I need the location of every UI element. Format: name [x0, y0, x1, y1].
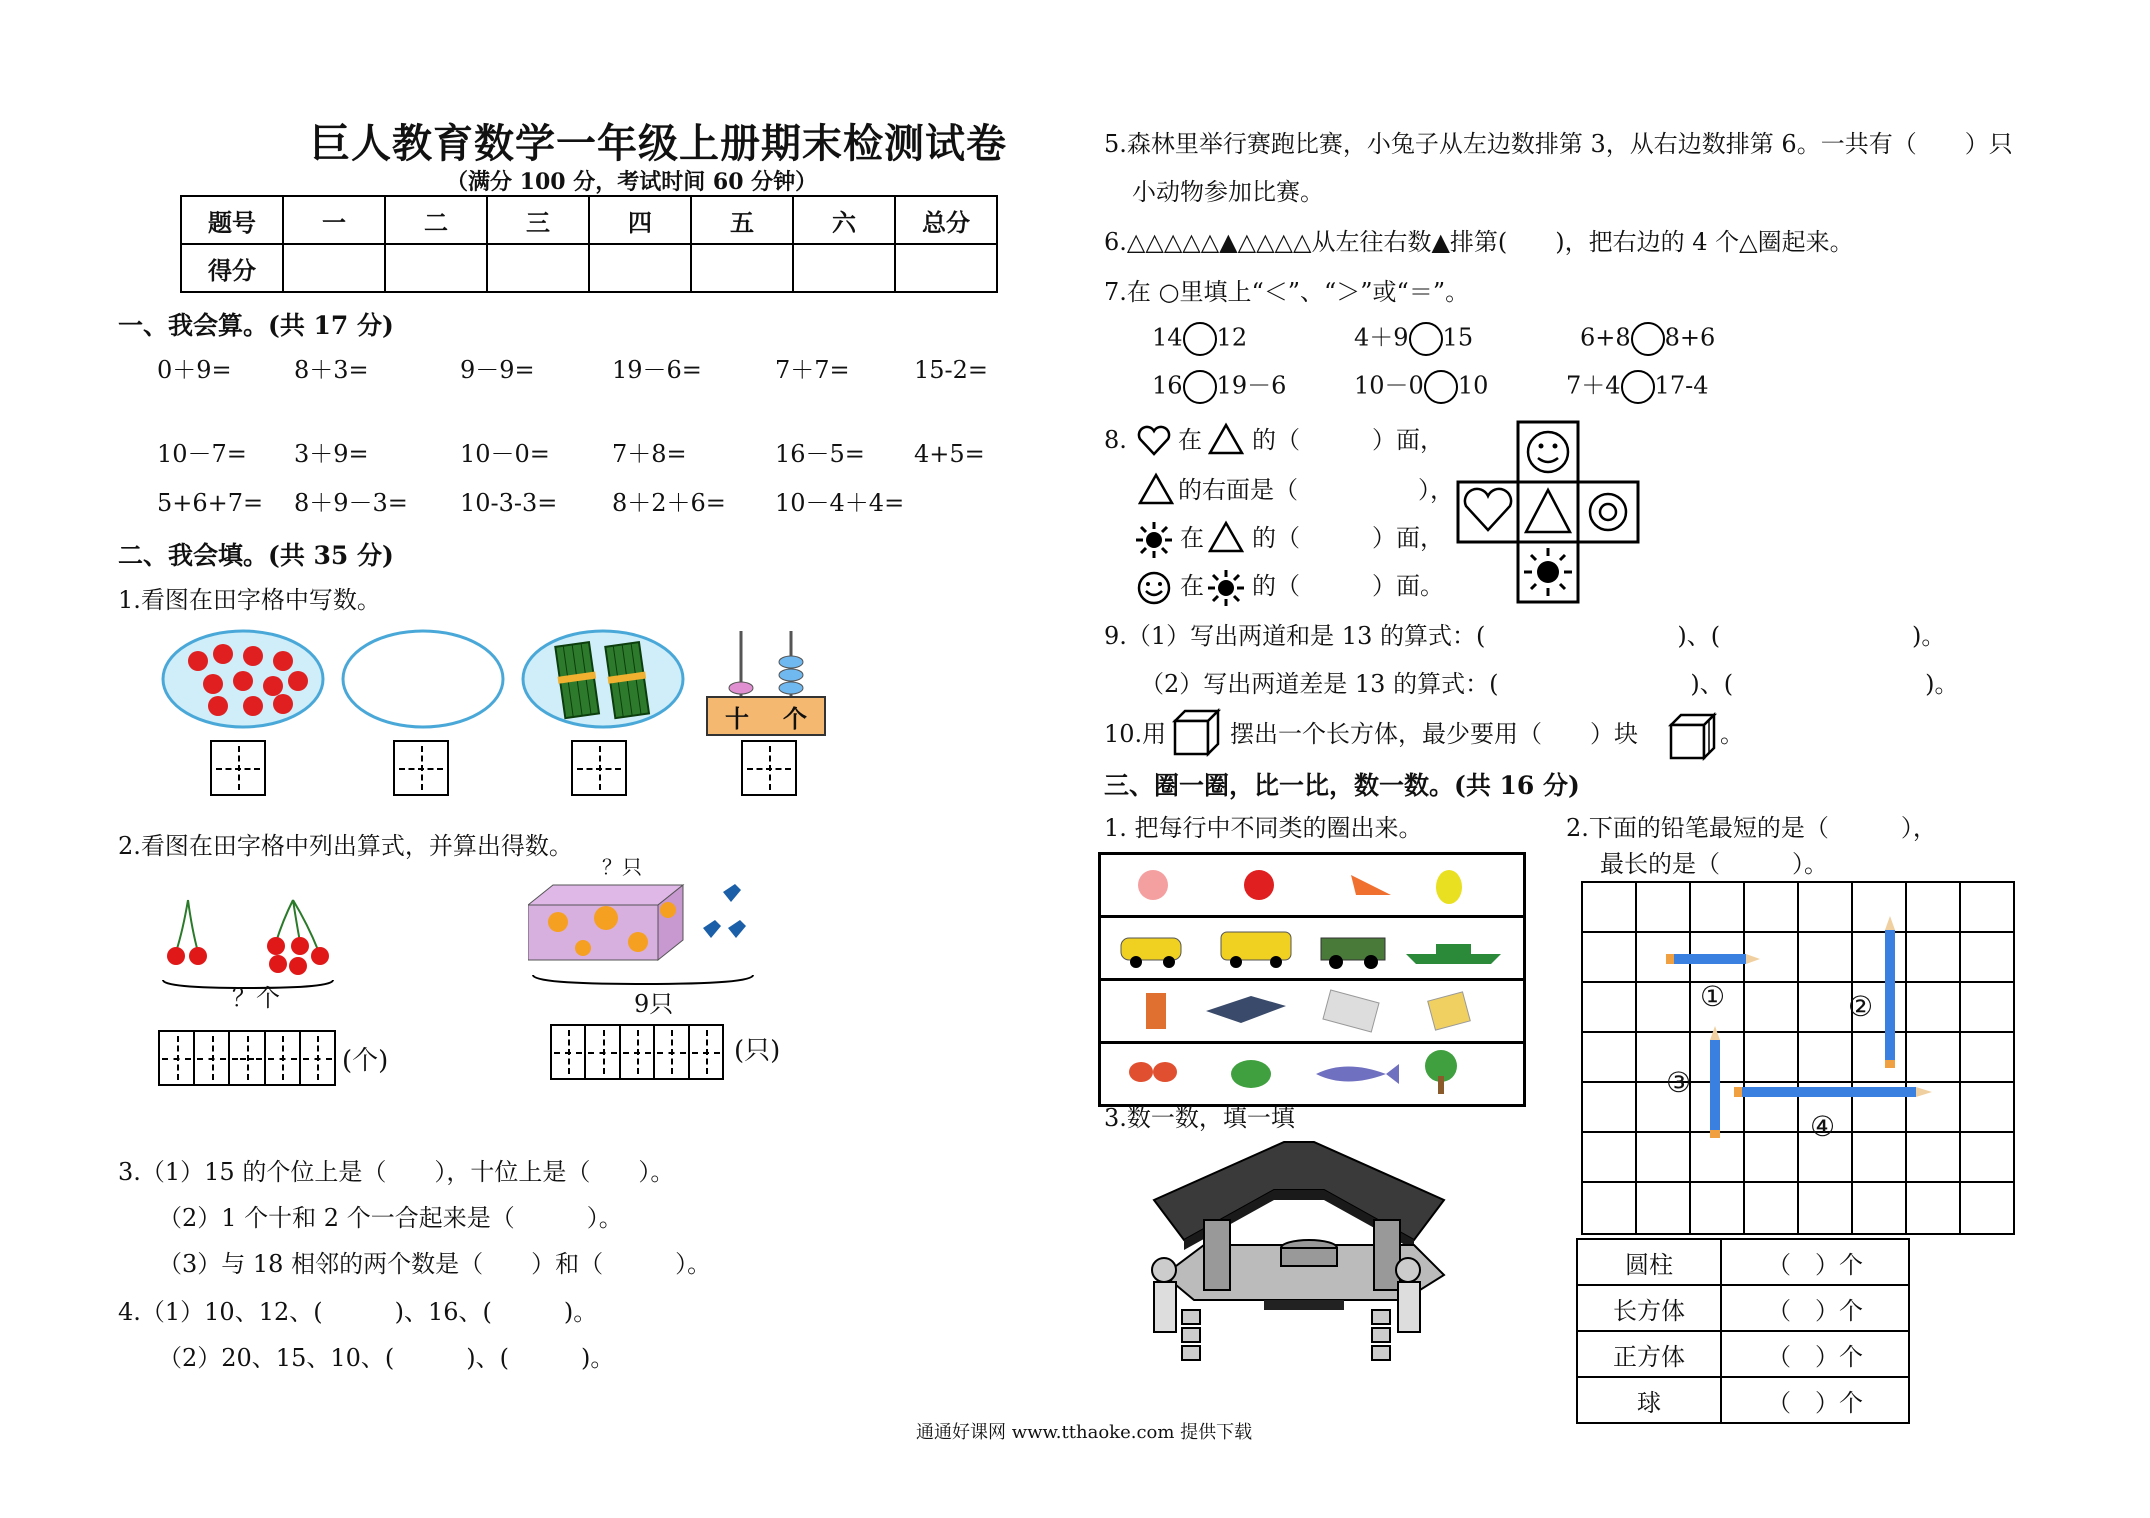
s3-q2-line: 2.下面的铅笔最短的是（ ）， [1566, 814, 1937, 842]
q10-text: 10.用 [1104, 720, 1167, 748]
pear-icon [1436, 870, 1462, 904]
shape-blank[interactable]: （ ）个 [1721, 1331, 1909, 1377]
q10-text: 摆出一个长方体，最少要用（ ）块 [1230, 720, 1638, 748]
vehicle-row [1101, 918, 1521, 974]
score-header-cell: 五 [691, 196, 793, 244]
tian-grid[interactable] [741, 740, 797, 796]
cube-question-label: ？只 [602, 855, 642, 879]
section3-heading: 三、圈一圈，比一比，数一数。(共 16 分) [1104, 771, 1580, 800]
tian-grid[interactable] [393, 740, 449, 796]
score-blank-cell[interactable] [283, 244, 385, 292]
q4-line: 4.（1）10、12、( )、16、( )。 [118, 1298, 598, 1326]
score-blank-cell[interactable] [793, 244, 895, 292]
sun-icon [1206, 568, 1246, 608]
triangle-icon [1208, 422, 1244, 456]
calc-item: 8＋2＋6= [612, 489, 726, 517]
compare-item [1152, 370, 1286, 404]
compare-left: 7＋4 [1566, 371, 1621, 400]
tian-grid[interactable] [571, 740, 627, 796]
pencil-4 [1734, 1087, 1932, 1097]
page-subtitle: （满分 100 分，考试时间 60 分钟） [446, 169, 818, 195]
q3-line: （2）1 个十和 2 个一合起来是（ ）。 [158, 1204, 623, 1232]
section2-heading: 二、我会填。(共 35 分) [118, 541, 394, 570]
cube-unit: (只) [734, 1036, 781, 1066]
shape-name: 正方体 [1577, 1331, 1721, 1377]
calc-item: 5+6+7= [157, 489, 264, 517]
pencil-label-1: ① [1700, 980, 1726, 1013]
shape-name: 球 [1577, 1377, 1721, 1423]
compare-circle[interactable] [1621, 370, 1655, 404]
compare-left: 6+8 [1580, 323, 1631, 352]
calc-item: 10-3-3= [460, 489, 558, 517]
calc-item: 3＋9= [294, 440, 369, 468]
carrot-icon [1351, 875, 1391, 895]
pencil-box-icon [1323, 990, 1379, 1032]
bundled-sticks-image [518, 626, 688, 732]
compare-right: 15 [1442, 323, 1474, 352]
abacus-image [706, 626, 826, 736]
s3-q1-text: 1. 把每行中不同类的圈出来。 [1104, 814, 1423, 842]
pencil-grid [1580, 880, 2018, 1238]
s3-q2-line: 最长的是（ ）。 [1600, 850, 1828, 878]
shape-blank[interactable]: （ ）个 [1721, 1239, 1909, 1285]
compare-circle[interactable] [1631, 322, 1665, 356]
page-title: 巨人教育数学一年级上册期末检测试卷 [310, 120, 1007, 167]
compare-left: 10－0 [1354, 371, 1424, 400]
shape-cross-diagram [1456, 420, 1656, 604]
pencil-2 [1885, 916, 1895, 1068]
score-blank-cell[interactable] [589, 244, 691, 292]
q3-line: 3.（1）15 的个位上是（ ），十位上是（ ）。 [118, 1158, 675, 1186]
calc-item: 15-2= [914, 356, 989, 384]
sun-icon [1134, 520, 1174, 560]
pencil-label-2: ② [1848, 990, 1874, 1023]
q4-line: （2）20、15、10、( )、( )。 [158, 1344, 615, 1372]
score-row-label: 得分 [181, 244, 283, 292]
triangle-icon [1138, 472, 1174, 506]
calc-item: 8＋9－3= [294, 489, 408, 517]
pencil-1 [1666, 954, 1760, 964]
compare-item [1152, 322, 1247, 356]
q8-text: 在 [1180, 524, 1204, 552]
calc-item: 16－5= [775, 440, 865, 468]
calc-item: 7＋7= [775, 356, 850, 384]
compare-right: 8+6 [1664, 323, 1716, 352]
tian-grid[interactable] [210, 740, 266, 796]
abacus-base [706, 696, 826, 736]
compare-item [1580, 322, 1715, 356]
car-icon [1121, 938, 1181, 960]
score-blank-cell[interactable] [895, 244, 997, 292]
block-house-image [1144, 1130, 1464, 1380]
score-header-cell: 二 [385, 196, 487, 244]
q2-text: 2.看图在田字格中列出算式，并算出得数。 [118, 832, 573, 860]
compare-circle[interactable] [1424, 370, 1458, 404]
fish-icon [1316, 1064, 1399, 1084]
strawberries-image [158, 626, 328, 732]
score-header-cell: 题号 [181, 196, 283, 244]
compare-circle[interactable] [1409, 322, 1443, 356]
compare-circle[interactable] [1183, 322, 1217, 356]
compare-right: 17-4 [1654, 371, 1709, 400]
peach-icon [1138, 870, 1168, 900]
smiley-icon [1136, 570, 1172, 606]
calc-item: 0＋9= [157, 356, 232, 384]
s3-q3-text: 3.数一数，填一填 [1104, 1104, 1295, 1132]
calc-item: 10－7= [157, 440, 247, 468]
q8-text: 的（ ）面， [1252, 426, 1444, 454]
q5-line: 小动物参加比赛。 [1132, 178, 1324, 206]
compare-left: 14 [1152, 323, 1183, 352]
q8-text: 的右面是（ ）， [1178, 476, 1454, 504]
snack-icon [1428, 992, 1471, 1030]
q10-text: 。 [1720, 720, 1744, 748]
abacus-ones-label: 个 [783, 703, 807, 733]
box-and-birds-image [528, 880, 798, 990]
shape-blank[interactable]: （ ）个 [1721, 1285, 1909, 1331]
heart-icon [1136, 424, 1172, 458]
frog-icon [1231, 1060, 1271, 1088]
q8-number: 8. [1104, 426, 1127, 454]
empty-oval-image [338, 626, 508, 732]
odd-one-out-table [1098, 852, 1526, 1107]
calc-item: 19－6= [612, 356, 702, 384]
score-blank-cell[interactable] [385, 244, 487, 292]
compare-right: 19－6 [1216, 371, 1287, 400]
pencil-label-3: ③ [1666, 1066, 1692, 1099]
pencil-3 [1710, 1026, 1720, 1138]
q8-text: 在 [1180, 572, 1204, 600]
calc-item: 7＋8= [612, 440, 687, 468]
score-header-cell: 三 [487, 196, 589, 244]
score-table [180, 195, 998, 293]
calc-item: 9－9= [460, 356, 535, 384]
q8-text: 的（ ）面， [1252, 524, 1444, 552]
pencil-label-4: ④ [1810, 1110, 1836, 1143]
cherry-question-label: ？个 [232, 984, 280, 1012]
book-icon [1206, 996, 1286, 1023]
cuboid-icon [1668, 712, 1718, 762]
section1-heading: 一、我会算。(共 17 分) [118, 311, 394, 340]
compare-item [1354, 322, 1473, 356]
fruit-veg-row [1101, 855, 1521, 911]
score-header-cell: 六 [793, 196, 895, 244]
shape-name: 长方体 [1577, 1285, 1721, 1331]
compare-circle[interactable] [1183, 370, 1217, 404]
picture-row [1100, 917, 1525, 980]
calc-item: 10－0= [460, 440, 550, 468]
picture-row [1100, 980, 1525, 1043]
triangle-icon [1208, 520, 1244, 554]
nature-row [1101, 1044, 1521, 1100]
ship-icon [1406, 954, 1501, 964]
shape-blank[interactable]: （ ）个 [1721, 1377, 1909, 1423]
score-blank-cell[interactable] [487, 244, 589, 292]
cube-total-label: 9只 [634, 990, 674, 1018]
score-blank-cell[interactable] [691, 244, 793, 292]
can-icon [1146, 993, 1166, 1029]
compare-left: 16 [1152, 371, 1183, 400]
q8-text: 的（ ）面。 [1252, 572, 1444, 600]
compare-right: 10 [1457, 371, 1489, 400]
q9-line: 9.（1）写出两道和是 13 的算式：( )、( )。 [1104, 622, 1946, 650]
butterfly-icon [1129, 1062, 1153, 1082]
picture-row [1100, 1043, 1525, 1106]
q6-text: 6.△△△△△▲△△△△从左往右数▲排第( )，把右边的 4 个△圈起来。 [1104, 228, 1854, 256]
bus-icon [1221, 932, 1291, 960]
q7-text: 7.在 ○里填上“＜”、“＞”或“＝”。 [1104, 278, 1470, 306]
score-header-cell: 四 [589, 196, 691, 244]
compare-right: 12 [1216, 323, 1248, 352]
footer-text: 通通好课网 www.tthaoke.com 提供下载 [916, 1422, 1253, 1443]
q8-text: 在 [1178, 426, 1202, 454]
score-header-cell: 一 [283, 196, 385, 244]
abacus-tens-label: 十 [725, 703, 749, 733]
abacus-rods [706, 626, 826, 696]
calc-item: 10－4＋4= [775, 489, 905, 517]
score-header-cell: 总分 [895, 196, 997, 244]
answer-strip[interactable] [158, 1030, 336, 1086]
picture-row [1100, 854, 1525, 917]
q3-line: （3）与 18 相邻的两个数是（ ）和（ ）。 [158, 1250, 712, 1278]
compare-item [1354, 370, 1488, 404]
calc-item: 8＋3= [294, 356, 369, 384]
apple-icon [1244, 870, 1274, 900]
shape-name: 圆柱 [1577, 1239, 1721, 1285]
calc-item: 4+5= [914, 440, 985, 468]
q1-text: 1.看图在田字格中写数。 [118, 586, 381, 614]
q9-line: （2）写出两道差是 13 的算式：( )、( )。 [1140, 670, 1959, 698]
cherry-unit: (个) [342, 1046, 389, 1076]
cube-icon [1172, 708, 1222, 758]
q5-line: 5.森林里举行赛跑比赛，小兔子从左边数排第 3，从右边数排第 6。一共有（ ）只 [1104, 130, 2013, 158]
objects-row [1101, 981, 1521, 1037]
answer-strip[interactable] [550, 1024, 724, 1080]
shape-count-table [1576, 1238, 1910, 1424]
compare-left: 4＋9 [1354, 323, 1409, 352]
compare-item [1566, 370, 1708, 404]
